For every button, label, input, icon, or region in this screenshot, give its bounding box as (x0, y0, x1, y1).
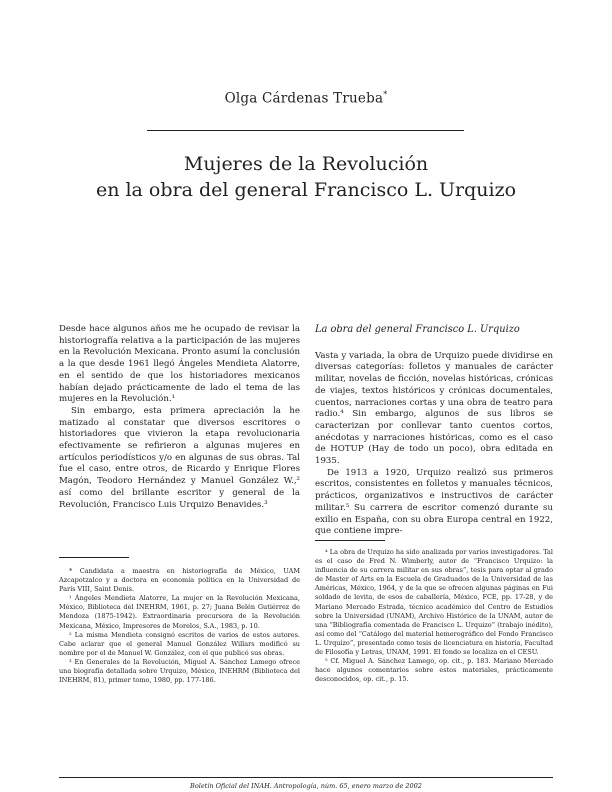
left-paragraph-1: Desde hace algunos años me he ocupado de revisar la historiografía relativa a la participación de las mujeres en la Revolución Mexicana. Pronto asumí la conclusión a la que desde 1961 llegó Ángeles Mendieta Alatorre, en el sentido de que los historiadores mexicanos habían dejado prácticamente de lado el tema de las mujeres en la Revolución.¹ (59, 324, 300, 405)
title-divider (147, 130, 464, 131)
author-line (0, 90, 612, 107)
author-footnote-mark: * (383, 90, 388, 99)
right-paragraph-2: De 1913 a 1920, Urquizo realizó sus primeros escritos, consistentes en folletos y manuales técnicos, prácticos, organizativos e instructivos de carácter militar.⁵ Su carrera de escritor comenzó durante su exilio en España, con su obra Europa central en 1922, que contiene impre- (315, 467, 553, 537)
footnote: ⁵ Cf. Miguel A. Sánchez Lamego, op. cit., p. 183. Mariano Mercado hace algunos comentarios sobre estos materiales, prácticamente desconocidos, op. cit., p. 15. (315, 657, 553, 684)
left-column (59, 324, 300, 511)
left-paragraph-2: Sin embargo, esta primera apreciación la he matizado al constatar que diversos escritores o historiadores que vivieron la etapa revolucionaria efectivamente se refirieron a algunas mujeres en artículos periodísticos y/o en algunas de sus obras. Tal fue el caso, entre otros, de Ricardo y Enrique Flores Magón, Teodoro Hernández y Manuel González W.,² así como del brillante escritor y general de la Revolución, Francisco Luis Urquizo Benavides.³ (59, 405, 300, 510)
footer-divider (59, 777, 553, 778)
footnote: * Candidata a maestra en historiografía de México, UAM Azcapotzalco y a doctora en economía política en la Universidad de París VIII, Saint Denis. (59, 567, 300, 594)
footnote: ³ En Generales de la Revolución, Miguel A. Sánchez Lamego ofrece una biografía detallada sobre Urquizo, México, INEHRM (Biblioteca del INEHRM, 81), primer tomo, 1980, pp. 177-186. (59, 657, 300, 685)
footnotes-left (59, 567, 300, 685)
title-line-2: en la obra del general Francisco L. Urquizo (95, 179, 517, 201)
footnote: ⁴ La obra de Urquizo ha sido analizada por varios investigadores. Tal es el caso de Fred N. Wimberly, autor de “Francisco Urquizo: la influencia de su carrera militar en sus obras”, tesis para optar al grado de Master of Arts en la Escuela de Graduados de la Universidad de las Américas, México, 1964, y de la que se ofrecen algunas páginas en Fui soldado de levita, de esos de caballería, México, FCE, pp. 17-28, y de Mariano Mercado Estrada, técnico académico del Centro de Estudios sobre la Universidad (UNAM), Archivo Histórico de la UNAM, autor de una “Bibliografía comentada de Francisco L. Urquizo” (trabajo inédito), así como del “Catálogo del material hemerográfico del Fondo Francisco L. Urquizo”, presentado como tesis de licenciatura en historia, Facultad de Filosofía y Letras, UNAM, 1991. El fondo se localiza en el CESU. (315, 548, 553, 657)
right-paragraph-1: Vasta y variada, la obra de Urquizo puede dividirse en diversas categorías: folletos y manuales de carácter militar, novelas de ficción, novelas históricas, crónicas de viajes, textos históricos y crónicas documentales, cuentos, narraciones cortas y una obra de teatro para radio.⁴ Sin embargo, algunos de sus libros se caracterizan por conllevar tanto cuentos cortos, anécdotas y narraciones históricas, como es el caso de HOTUP (Hay de todo un poco), obra editada en 1935. (315, 350, 553, 467)
article-title (0, 151, 612, 203)
author-name: Olga Cárdenas Trueba (224, 90, 384, 107)
title-line-1: Mujeres de la Revolución (183, 153, 429, 175)
footnotes-right (315, 548, 553, 684)
footnote-divider-left (59, 557, 129, 558)
footnote: ² La misma Mendieta consignó escritos de varios de estos autores. Cabe aclarar que el general Manuel González Willars modificó su nombre por el de Manuel W. González, con el que publicó sus obras. (59, 630, 300, 657)
page-footer: Boletín Oficial del INAH. Antropología, núm. 65, enero marzo de 2002 (190, 782, 422, 790)
right-column (315, 324, 553, 538)
footnote: ¹ Ángeles Mendieta Alatorre, La mujer en la Revolución Mexicana, México, Biblioteca del INEHRM, 1961, p. 27; Juana Belén Gutiérrez de Mendoza (1875-1942). Extraordinaria precursora de la Revolución Mexicana, México, Impresores de Morelos, S.A., 1983, p. 10. (59, 594, 300, 630)
section-heading: La obra del general Francisco L. Urquizo (315, 324, 520, 335)
footnote-divider-right (315, 540, 385, 541)
